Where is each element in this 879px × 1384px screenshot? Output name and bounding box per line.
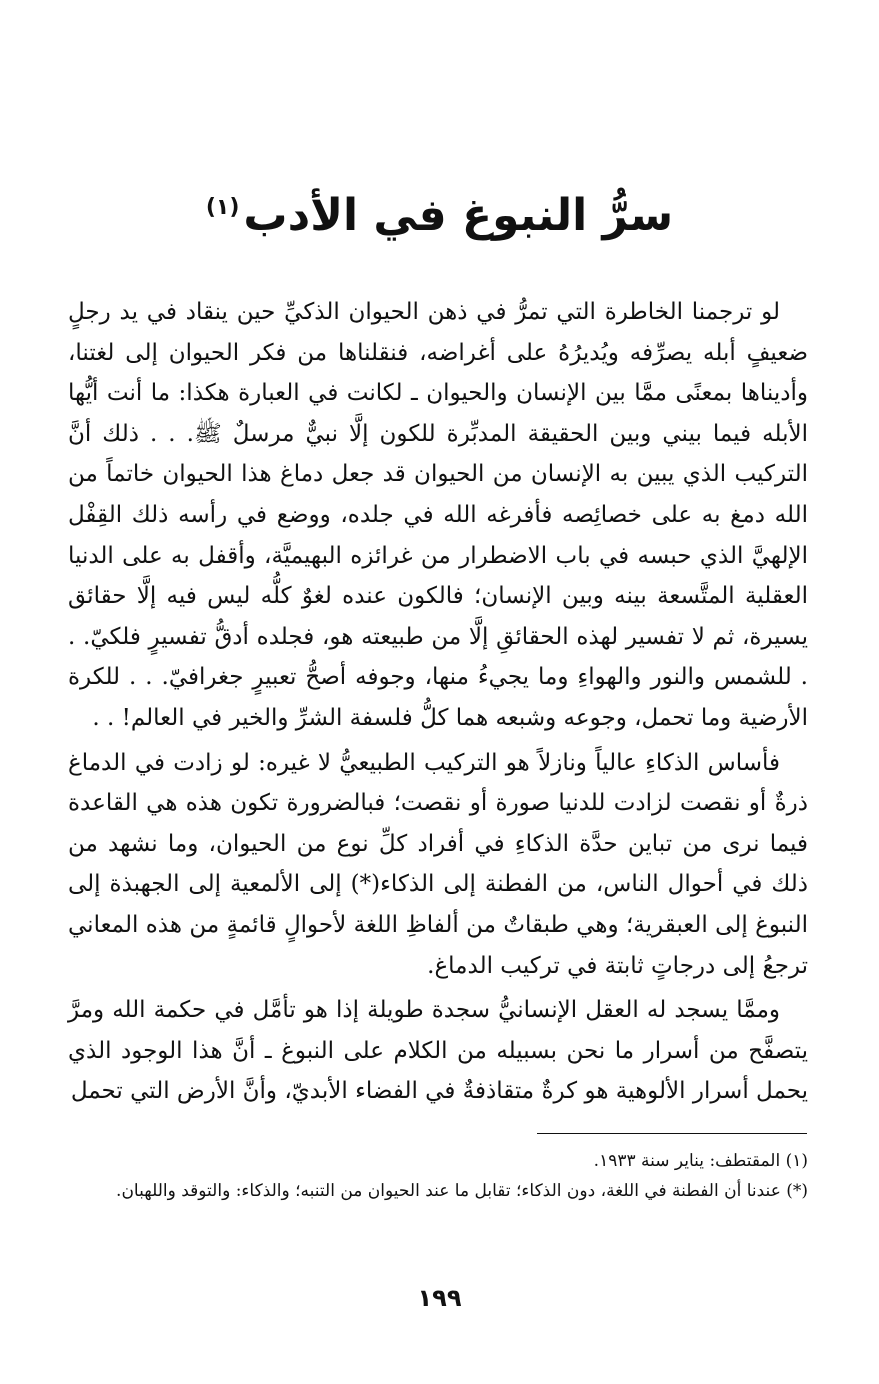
paragraph-3: وممَّا يسجد له العقل الإنسانيُّ سجدة طويلة إذا هو تأمَّل في حكمة الله ومرَّ يتصفَّح من أسرار ما نحن بسبيله من الكلام على النبوغ ـ أنَّ هذا الوجود الذي يحمل أسرار الألوهية هو كرةٌ متقاذفةٌ في الفضاء الأبديّ، وأنَّ الأرض التي تحمل bbox=[68, 997, 808, 1105]
chapter-title-footnote-marker: (١) bbox=[205, 195, 240, 221]
footnote-2: (*) عندنا أن الفطنة في اللغة، دون الذكاء؛ تقابل ما عند الحيوان من التنبه؛ والذكاء: والتوقد واللهبان. bbox=[116, 1181, 808, 1201]
footnote-1: (١) المقتطف: يناير سنة ١٩٣٣. bbox=[593, 1151, 808, 1171]
footnote-separator bbox=[537, 1133, 807, 1134]
paragraph-2: فأساس الذكاءِ عالياً ونازلاً هو التركيب الطبيعيُّ لا غيره: لو زادت في الدماغ ذرةٌ أو نقصت لزادت للدنيا صورة أو نقصت؛ فبالضرورة تكون هذه هي القاعدة فيما نرى من تباين حدَّة الذكاءِ في أفراد كلِّ نوع من الحيوان، وما نشهد من ذلك في أحوال الناس، من الفطنة إلى الذكاء(*) إلى الألمعية إلى الجهبذة إلى النبوغ إلى العبقرية؛ وهي طبقاتٌ من ألفاظِ اللغة لأحوالٍ قائمةٍ من هذه المعاني ترجعُ إلى درجاتٍ ثابتة في تركيب الدماغ. bbox=[68, 749, 808, 979]
chapter-title bbox=[0, 190, 879, 243]
footnotes bbox=[68, 1146, 808, 1206]
body-text bbox=[68, 292, 808, 1116]
page-number: ١٩٩ bbox=[417, 1284, 462, 1312]
chapter-title-text: سرُّ النبوغ في الأدب bbox=[243, 190, 674, 241]
paragraph-1: لو ترجمنا الخاطرة التي تمرُّ في ذهن الحيوان الذكيِّ حين ينقاد في يد رجلٍ ضعيفٍ أبله يصرِّفه ويُديرُهُ على أغراضه، فنقلناها من فكر الحيوان إلى لغتنا، وأديناها بمعنًى ممَّا بين الإنسان والحيوان ـ لكانت في العبارة هكذا: ما أنت أيُّها الأبله فيما بيني وبين الحقيقة المدبِّرة للكون إلَّا نبيٌّ مرسلٌ ﷺ. . . ذلك أنَّ التركيب الذي يبين به الإنسان من الحيوان قد جعل دماغ هذا الحيوان خاتماً من الله دمغ به على خصائِصه فأفرغه الله في جلده، ووضع في رأسه ذلك القِفْل الإلهيَّ الذي حبسه في باب الاضطرار من غرائزه البهيميَّة، وأقفل به على الدنيا العقلية المتَّسعة بينه وبين الإنسان؛ فالكون عنده لغوٌ كلُّه ليس فيه إلَّا حقائق يسيرة، ثم لا تفسير لهذه الحقائقِ إلَّا من طبيعته هو، فجلده أدقُّ تفسيرٍ فلكيّ. . . للشمس والنور والهواءِ وما يجيءُ منها، وجوفه أصحُّ تعبيرٍ جغرافيّ. . . للكرة الأرضية وما تحمل، وجوعه وشبعه هما كلُّ فلسفة الشرِّ والخير في العالم! . . bbox=[68, 299, 808, 731]
